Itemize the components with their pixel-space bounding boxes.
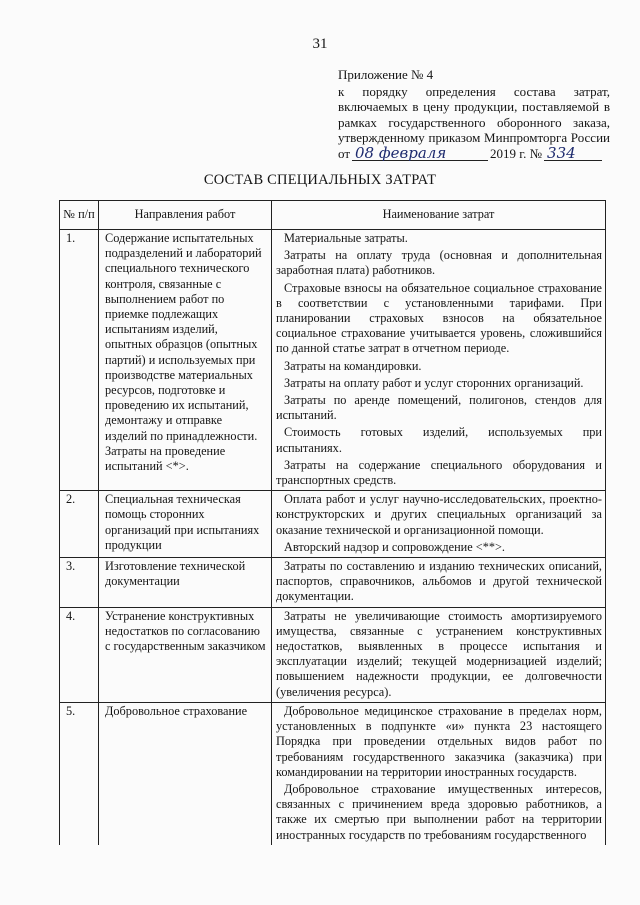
appendix-line: включаемых в цену продукции, поставляемой в (338, 99, 610, 114)
row-costs (272, 702, 606, 844)
cost-item: Затраты не увеличивающие стоимость амортизируемого имущества, связанные с устранением конструктивных недостатков, выявленных в процессе испытания и эксплуатации изделий; текущей модернизацией изделий; повышением надежности продукции, ее долговечности (увеличения ресурса). (276, 608, 602, 699)
row-number: 2. (60, 491, 99, 558)
cost-item: Добровольное медицинское страхование в пределах норм, установленных в подпункте «и» пункта 23 настоящего Порядка при проведении отдельных видов работ по требованиям государственного заказчика (заказчика) при командировании на территории иностранных государств. (276, 703, 602, 779)
cost-item: Затраты по составлению и изданию технических описаний, паспортов, справочников, альбомов и другой технической документации. (276, 559, 602, 604)
row-direction: Добровольное страхование (99, 702, 272, 844)
appendix-line: утвержденному приказом Минпромторга России (338, 130, 610, 145)
document-title: СОСТАВ СПЕЦИАЛЬНЫХ ЗАТРАТ (203, 172, 437, 188)
row-number: 1. (60, 230, 99, 491)
row-number: 4. (60, 607, 99, 702)
row-direction: Устранение конструктивных недостатков по согласованию с государственным заказчиком (99, 607, 272, 702)
row-direction: Содержание испытательных подразделений и лабораторий специального технического контроля, связанные с выполнением работ по приемке подлежащих испытаниям изделий, опытных образцов (опытных партий) и используемых при производстве материальных ресурсов, подготовке и проведению их испытаний, демонтажу и отправке изделий по принадлежности. Затраты на проведение испытаний <*>. (99, 230, 272, 491)
appendix-line: к порядку определения состава затрат, (338, 83, 610, 99)
row-direction: Изготовление технической документации (99, 558, 272, 608)
header-num: № п/п (60, 201, 99, 230)
row-costs (272, 491, 606, 558)
cost-item: Оплата работ и услуг научно-исследовательских, проектно-конструкторских и других специальных организаций за оказание технической и организационной помощи. (276, 492, 602, 537)
costs-table (59, 200, 606, 845)
table-row (60, 230, 606, 491)
row-number: 3. (60, 558, 99, 608)
cost-item: Материальные затраты. (284, 231, 408, 245)
appendix-title: Приложение № 4 (338, 67, 434, 82)
table-row (60, 491, 606, 558)
order-date-line (338, 143, 610, 162)
cost-item: Авторский надзор и сопровождение <**>. (284, 539, 506, 554)
cost-item: Добровольное страхование имущественных интересов, связанных с причинением вреда здоровью работников, а также их смертью при выполнении работ на территории иностранных государств по требованиям государственного (276, 781, 602, 842)
header-costs: Наименование затрат (272, 201, 606, 230)
header-direction: Направления работ (99, 201, 272, 230)
table-row (60, 607, 606, 702)
cost-item: Страховые взносы на обязательное социальное страхование в соответствии с установленными тарифами. При планировании страховых взносов на обязательное социальное страхование учитывается уровень, сложившийся по данной статье затрат в отчетном периоде. (276, 280, 602, 356)
cost-item: Затраты на командировки. (284, 358, 422, 373)
date-prefix: от (338, 145, 351, 161)
row-costs (272, 558, 606, 608)
cost-item: Затраты на оплату работ и услуг сторонних организаций. (284, 375, 584, 390)
cost-item: Затраты по аренде помещений, полигонов, стендов для испытаний. (276, 393, 602, 423)
cost-item: Затраты на содержание специального оборудования и транспортных средств. (276, 457, 602, 488)
row-direction: Специальная техническая помощь сторонних организаций при испытаниях продукции (99, 491, 272, 558)
table-row (60, 702, 606, 844)
year-text: 2019 г. № (490, 145, 543, 161)
cost-item: Стоимость готовых изделий, используемых при испытаниях. (276, 425, 602, 455)
table-row (60, 558, 606, 608)
appendix-line: рамках государственного оборонного заказа, (338, 114, 610, 130)
row-costs (272, 607, 606, 702)
row-number: 5. (60, 702, 99, 844)
appendix-block (338, 67, 610, 161)
page-number: 31 (312, 36, 328, 52)
handwritten-date: 08 февраля (352, 146, 488, 161)
cost-item: Затраты на оплату труда (основная и дополнительная заработная плата) работников. (276, 248, 602, 278)
handwritten-order-number: 334 (544, 146, 602, 161)
table-header-row (60, 201, 606, 230)
row-costs (272, 230, 606, 491)
